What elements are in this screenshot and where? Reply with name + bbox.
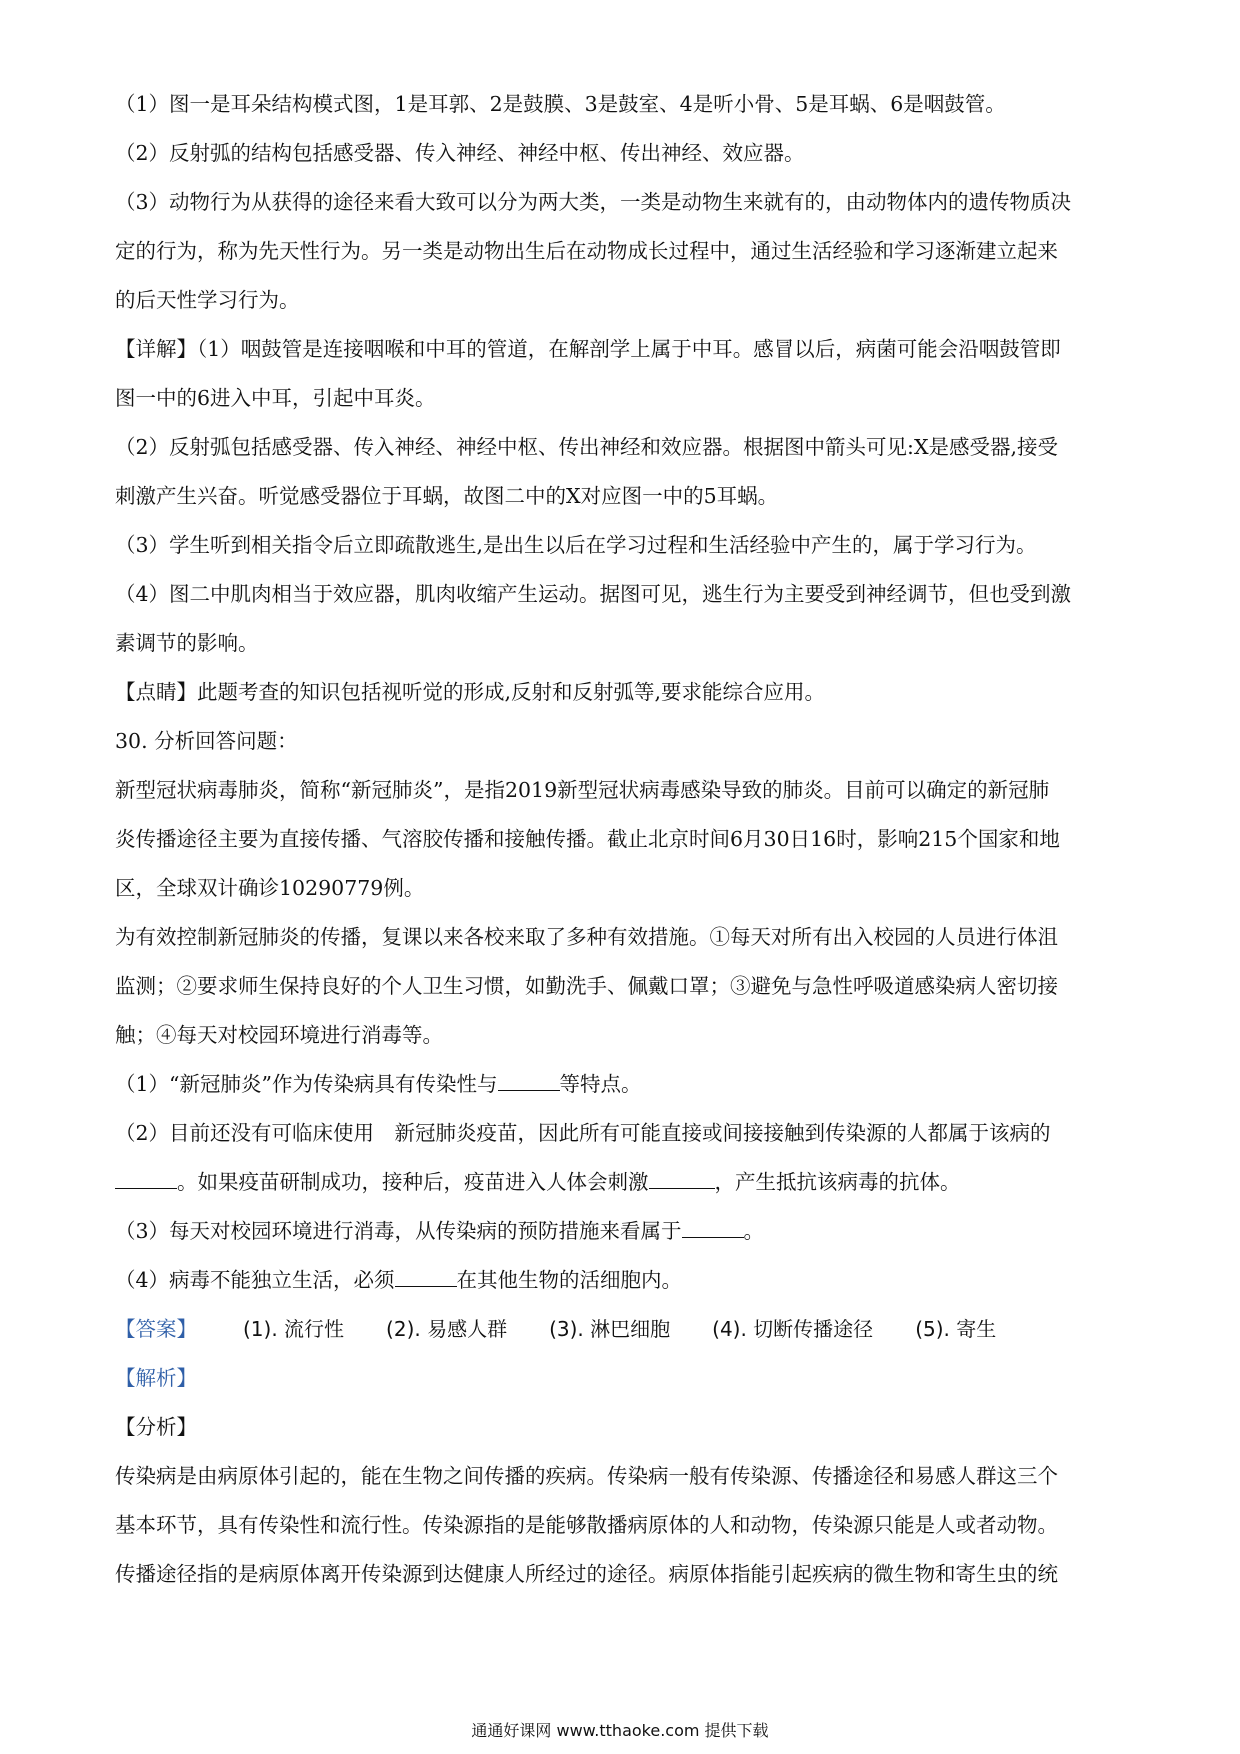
text-line: 为有效控制新冠肺炎的传播，复课以来各校来取了多种有效措施。①每天对所有出入校园的人员进行体沮 xyxy=(115,925,1058,949)
sub-question-2-cont xyxy=(115,1170,1125,1194)
sub-question-2 xyxy=(115,1121,1125,1145)
sub-question-1 xyxy=(115,1072,1125,1096)
text-line: 触；④每天对校园环境进行消毒等。 xyxy=(115,1023,443,1047)
text-line: 【点睛】此题考查的知识包括视听觉的形成,反射和反射弧等,要求能综合应用。 xyxy=(115,680,826,704)
fenxi-label: 【分析】 xyxy=(115,1415,197,1439)
jiexi-label: 【解析】 xyxy=(115,1366,197,1390)
text-line: 素调节的影响。 xyxy=(115,631,259,655)
text-line: 定的行为，称为先天性行为。另一类是动物出生后在动物成长过程中，通过生活经验和学习逐渐建立起来 xyxy=(115,239,1058,263)
text-line: 【详解】（1）咽鼓管是连接咽喉和中耳的管道，在解剖学上属于中耳。感冒以后，病菌可能会沿咽鼓管即 xyxy=(115,337,1061,361)
answer-blank xyxy=(682,1219,744,1238)
sub-question-3 xyxy=(115,1219,1125,1243)
text-line: 基本环节，具有传染性和流行性。传染源指的是能够散播病原体的人和动物，传染源只能是人或者动物。 xyxy=(115,1513,1058,1537)
question-text: ，产生抵抗该病毒的抗体。 xyxy=(714,1170,961,1194)
question-text: （4）病毒不能独立生活，必须 xyxy=(115,1268,395,1292)
text-line: 传染病是由病原体引起的，能在生物之间传播的疾病。传染病一般有传染源、传播途径和易感人群这三个 xyxy=(115,1464,1058,1488)
question-text: 。如果疫苗研制成功，接种后，疫苗进入人体会刺激 xyxy=(177,1170,649,1194)
text-line: （4）图二中肌肉相当于效应器，肌肉收缩产生运动。据图可见，逃生行为主要受到神经调节，但也受到激 xyxy=(115,582,1072,606)
answer-blank xyxy=(649,1170,715,1189)
footer-watermark: 通通好课网 www.tthaoke.com 提供下载 xyxy=(471,1721,769,1740)
text-line: 图一中的6进入中耳，引起中耳炎。 xyxy=(115,386,436,410)
answer-item: (2). 易感人群 xyxy=(386,1317,508,1341)
text-line: 监测；②要求师生保持良好的个人卫生习惯，如勤洗手、佩戴口罩；③避免与急性呼吸道感染病人密切接 xyxy=(115,974,1058,998)
text-line: （2）反射弧的结构包括感受器、传入神经、神经中枢、传出神经、效应器。 xyxy=(115,141,805,165)
question-text: 在其他生物的活细胞内。 xyxy=(456,1268,683,1292)
question-text: （2）目前还没有可临床使用 新冠肺炎疫苗，因此所有可能直接或间接接触到传染源的人都属于该病的 xyxy=(115,1121,1051,1145)
answer-item: (1). 流行性 xyxy=(243,1317,345,1341)
question-text: （3）每天对校园环境进行消毒，从传染病的预防措施来看属于 xyxy=(115,1219,682,1243)
text-line: （3）学生听到相关指令后立即疏散逃生,是出生以后在学习过程和生活经验中产生的，属于学习行为。 xyxy=(115,533,1037,557)
answer-item: (5). 寄生 xyxy=(915,1317,997,1341)
question-text: 等特点。 xyxy=(559,1072,642,1096)
answer-item: (3). 淋巴细胞 xyxy=(549,1317,671,1341)
text-line: 传播途径指的是病原体离开传染源到达健康人所经过的途径。病原体指能引起疾病的微生物和寄生虫的统 xyxy=(115,1562,1058,1586)
text-line: 炎传播途径主要为直接传播、气溶胶传播和接触传播。截止北京时间6月30日16时，影响215个国家和地 xyxy=(115,827,1060,851)
text-line: 新型冠状病毒肺炎，简称“新冠肺炎”，是指2019新型冠状病毒感染导致的肺炎。目前可以确定的新冠肺 xyxy=(115,778,1050,802)
answer-blank xyxy=(115,1170,177,1189)
text-line: 的后天性学习行为。 xyxy=(115,288,300,312)
question-number: 30. 分析回答问题： xyxy=(115,729,298,753)
text-line: （1）图一是耳朵结构模式图，1是耳郭、2是鼓膜、3是鼓室、4是听小骨、5是耳蜗、6是咽鼓管。 xyxy=(115,92,1006,116)
text-line: 刺激产生兴奋。听觉感受器位于耳蜗，故图二中的X对应图一中的5耳蜗。 xyxy=(115,484,779,508)
text-line: （3）动物行为从获得的途径来看大致可以分为两大类，一类是动物生来就有的，由动物体内的遗传物质决 xyxy=(115,190,1072,214)
document-body xyxy=(115,92,1125,1611)
question-text: 。 xyxy=(743,1219,765,1243)
question-text: （1）“新冠肺炎”作为传染病具有传染性与 xyxy=(115,1072,498,1096)
answer-row xyxy=(115,1317,1125,1341)
text-line: （2）反射弧包括感受器、传入神经、神经中枢、传出神经和效应器。根据图中箭头可见:X是感受器,接受 xyxy=(115,435,1059,459)
sub-question-4 xyxy=(115,1268,1125,1292)
text-line: 区，全球双计确诊10290779例。 xyxy=(115,876,425,900)
answer-label: 【答案】 xyxy=(115,1317,197,1341)
answer-blank xyxy=(395,1268,457,1287)
answer-blank xyxy=(498,1072,560,1091)
answer-item: (4). 切断传播途径 xyxy=(712,1317,874,1341)
